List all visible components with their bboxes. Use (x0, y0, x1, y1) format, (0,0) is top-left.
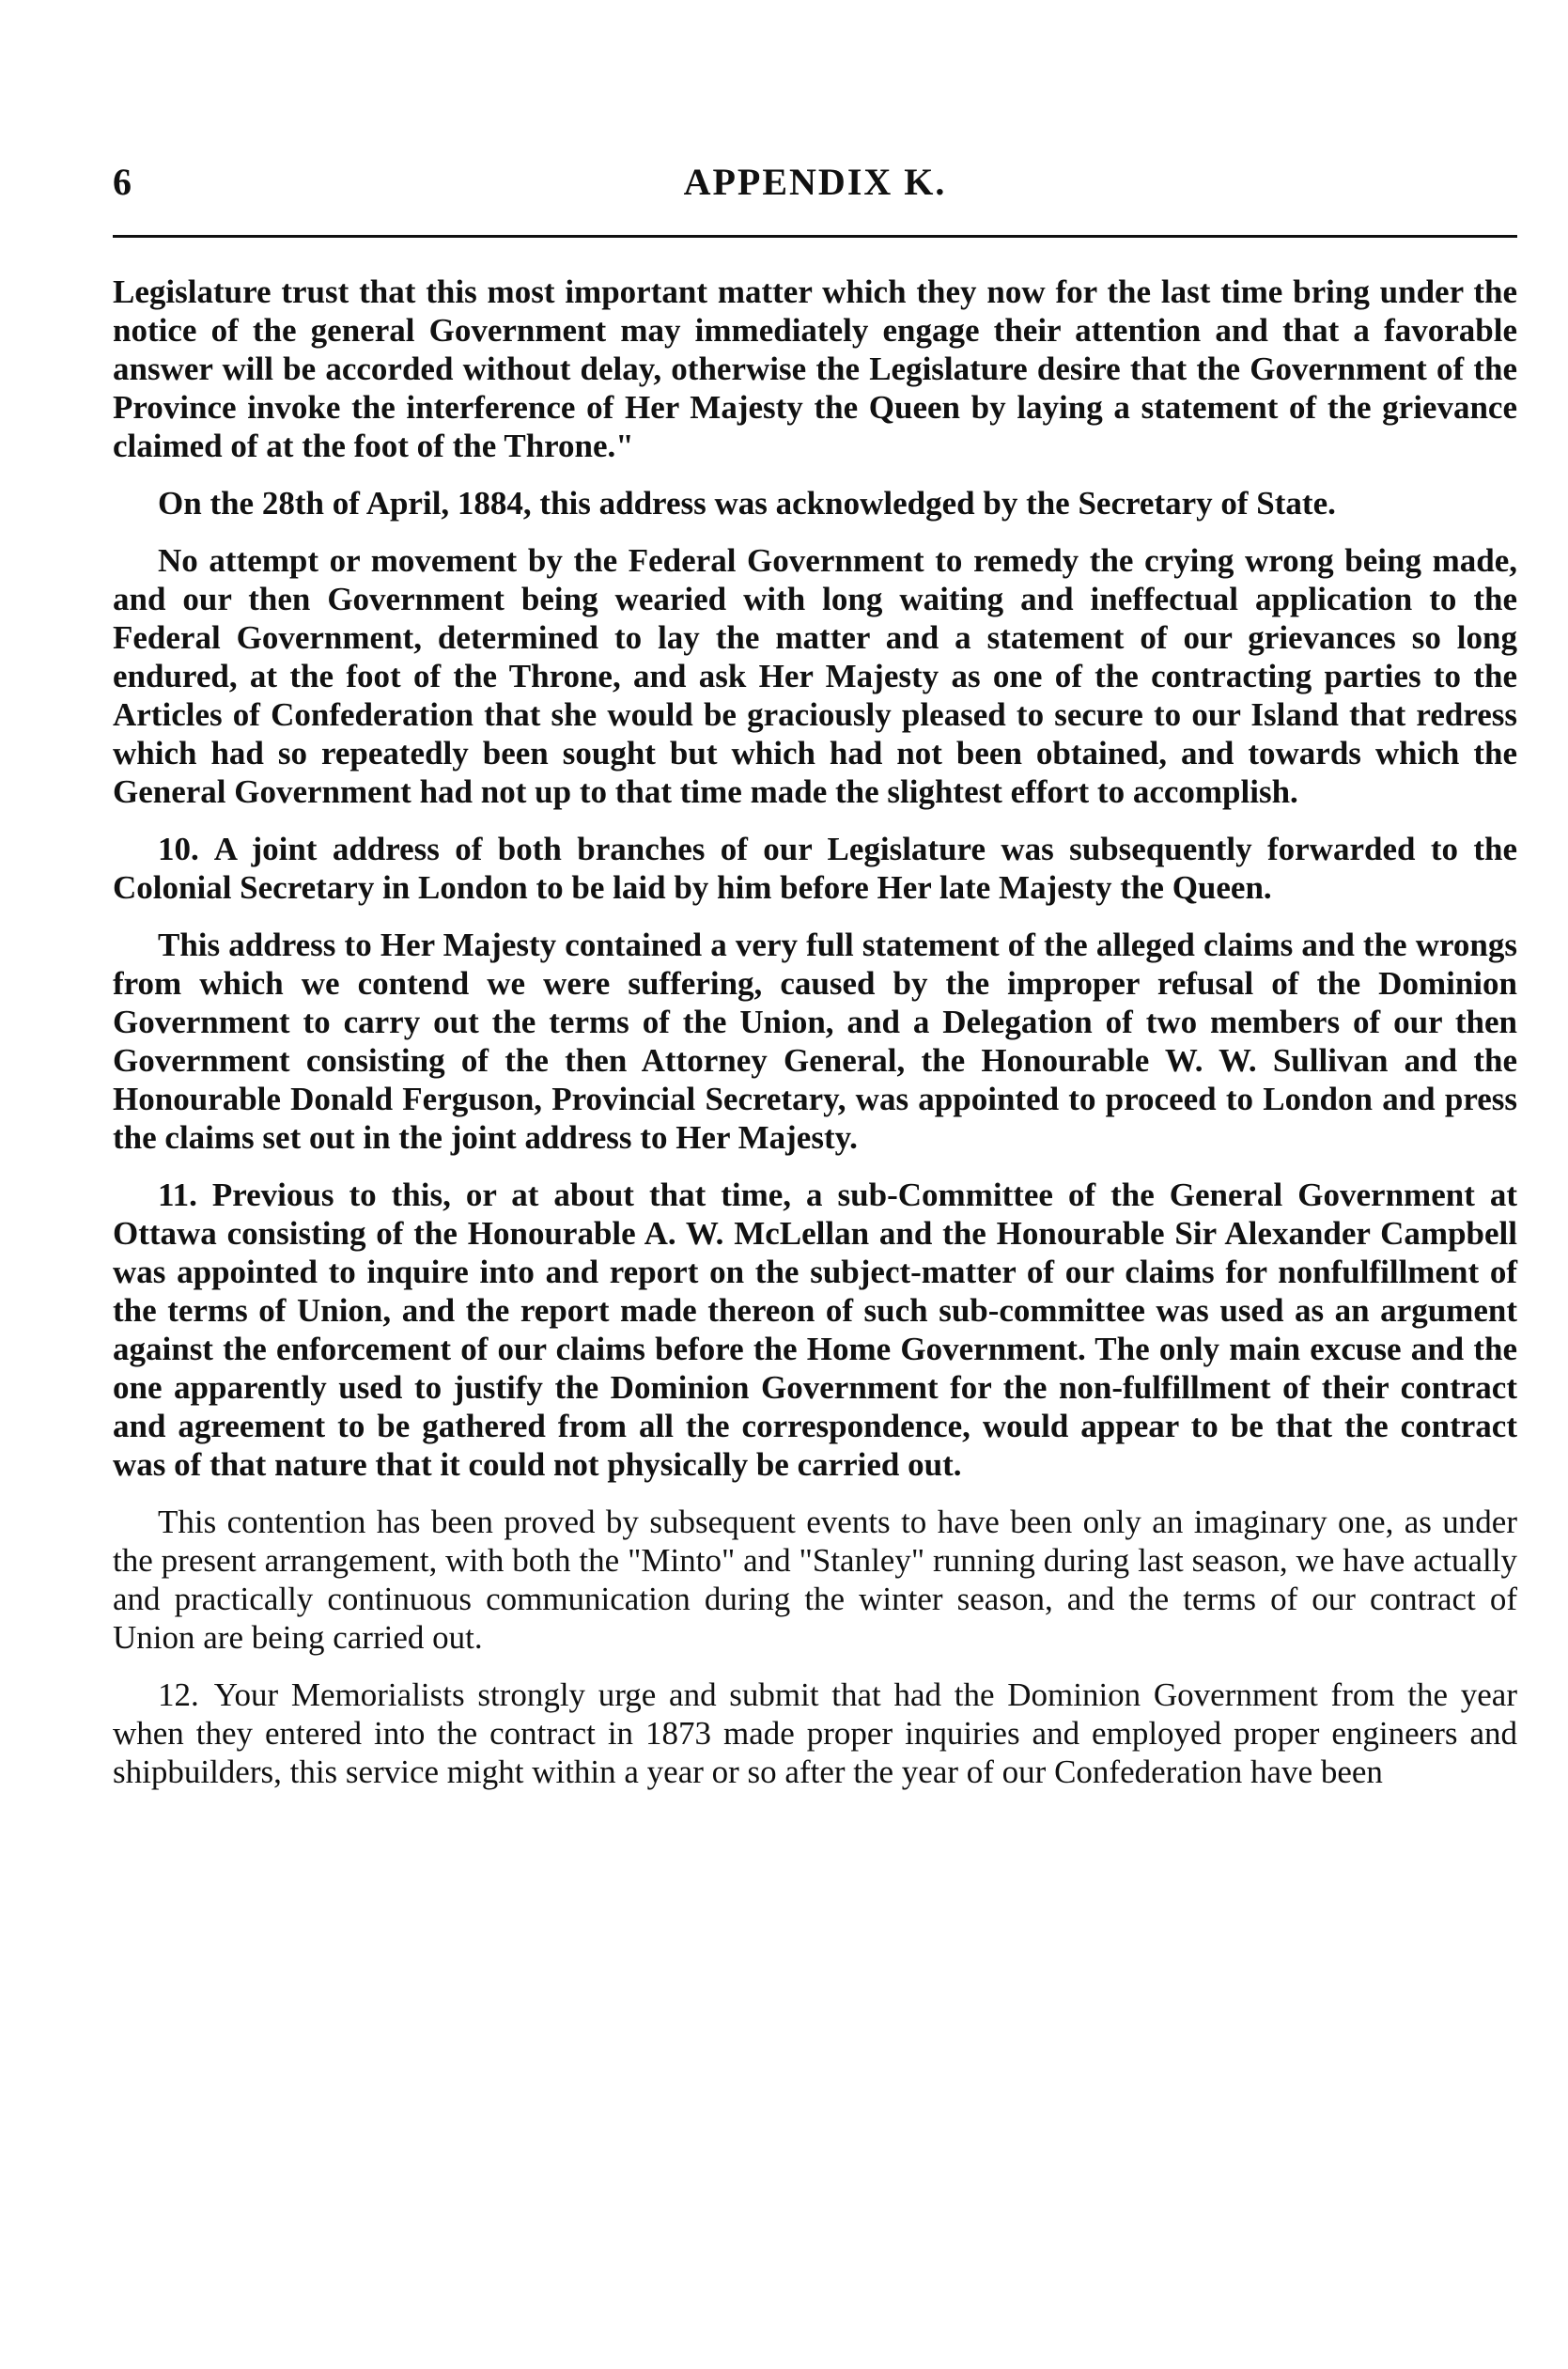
paragraph (113, 830, 1517, 907)
page-header (113, 160, 1517, 216)
paragraph-number: 11. (158, 1177, 197, 1213)
paragraph-text: This contention has been proved by subsequent events to have been only an imaginary one, as under the present arrangement, with both the "Minto" and "Stanley" running during last season, we have actually and practically continuous communication during the winter season, and the terms of our contract of Union are being carried out. (113, 1504, 1517, 1656)
paragraph (113, 484, 1517, 522)
paragraph (113, 1503, 1517, 1657)
header-rule (113, 235, 1517, 238)
body-text (113, 273, 1517, 1810)
page-number: 6 (113, 161, 132, 203)
paragraph-number: 10. (158, 831, 199, 867)
paragraph-text: Legislature trust that this most important matter which they now for the last time bring under the notice of the general Government may immediately engage their attention and that a favorable answer will be accorded without delay, otherwise the Legislature desire that the Government of the Province invoke the interference of Her Majesty the Queen by laying a statement of the grievance claimed of at the foot of the Throne." (113, 273, 1517, 464)
paragraph-text: A joint address of both branches of our Legislature was subsequently forwarded to the Colonial Secretary in London to be laid by him before Her late Majesty the Queen. (113, 831, 1517, 906)
paragraph (113, 541, 1517, 811)
paragraph-text: Your Memorialists strongly urge and submit that had the Dominion Government from the year when they entered into the contract in 1873 made proper inquiries and employed proper engineers and shipbuilders, this service might within a year or so after the year of our Confederation have been (113, 1676, 1517, 1790)
paragraph (113, 273, 1517, 465)
paragraph (113, 926, 1517, 1157)
paragraph-text: This address to Her Majesty contained a very full statement of the alleged claims and the wrongs from which we contend we were suffering, caused by the improper refusal of the Dominion Government to carry out the terms of the Union, and a Delegation of two members of our then Government consisting of the then Attorney General, the Honourable W. W. Sullivan and the Honourable Donald Ferguson, Provincial Secretary, was appointed to proceed to London and press the claims set out in the joint address to Her Majesty. (113, 927, 1517, 1156)
paragraph-text: No attempt or movement by the Federal Government to remedy the crying wrong being made, and our then Government being wearied with long waiting and ineffectual application to the Federal Government, determined to lay the matter and a statement of our grievances so long endured, at the foot of the Throne, and ask Her Majesty as one of the contracting parties to the Articles of Confederation that she would be graciously pleased to secure to our Island that redress which had so repeatedly been sought but which had not been obtained, and towards which the General Government had not up to that time made the slightest effort to accomplish. (113, 542, 1517, 810)
running-head: APPENDIX K. (683, 161, 947, 203)
paragraph-text: Previous to this, or at about that time, a sub-Committee of the General Government at Ottawa consisting of the Honourable A. W. McLellan and the Honourable Sir Alexander Campbell was appointed to inquire into and report on the subject-matter of our claims for nonfulfillment of the terms of Union, and the report made thereon of such sub-committee was used as an argument against the enforcement of our claims before the Home Government. The only main excuse and the one apparently used to justify the Dominion Government for the non-fulfillment of their contract and agreement to be gathered from all the correspondence, would appear to be that the contract was of that nature that it could not physically be carried out. (113, 1177, 1517, 1483)
paragraph (113, 1176, 1517, 1484)
paragraph-text: On the 28th of April, 1884, this address was acknowledged by the Secretary of State. (158, 485, 1336, 522)
paragraph-number: 12. (158, 1676, 199, 1713)
paragraph (113, 1675, 1517, 1791)
